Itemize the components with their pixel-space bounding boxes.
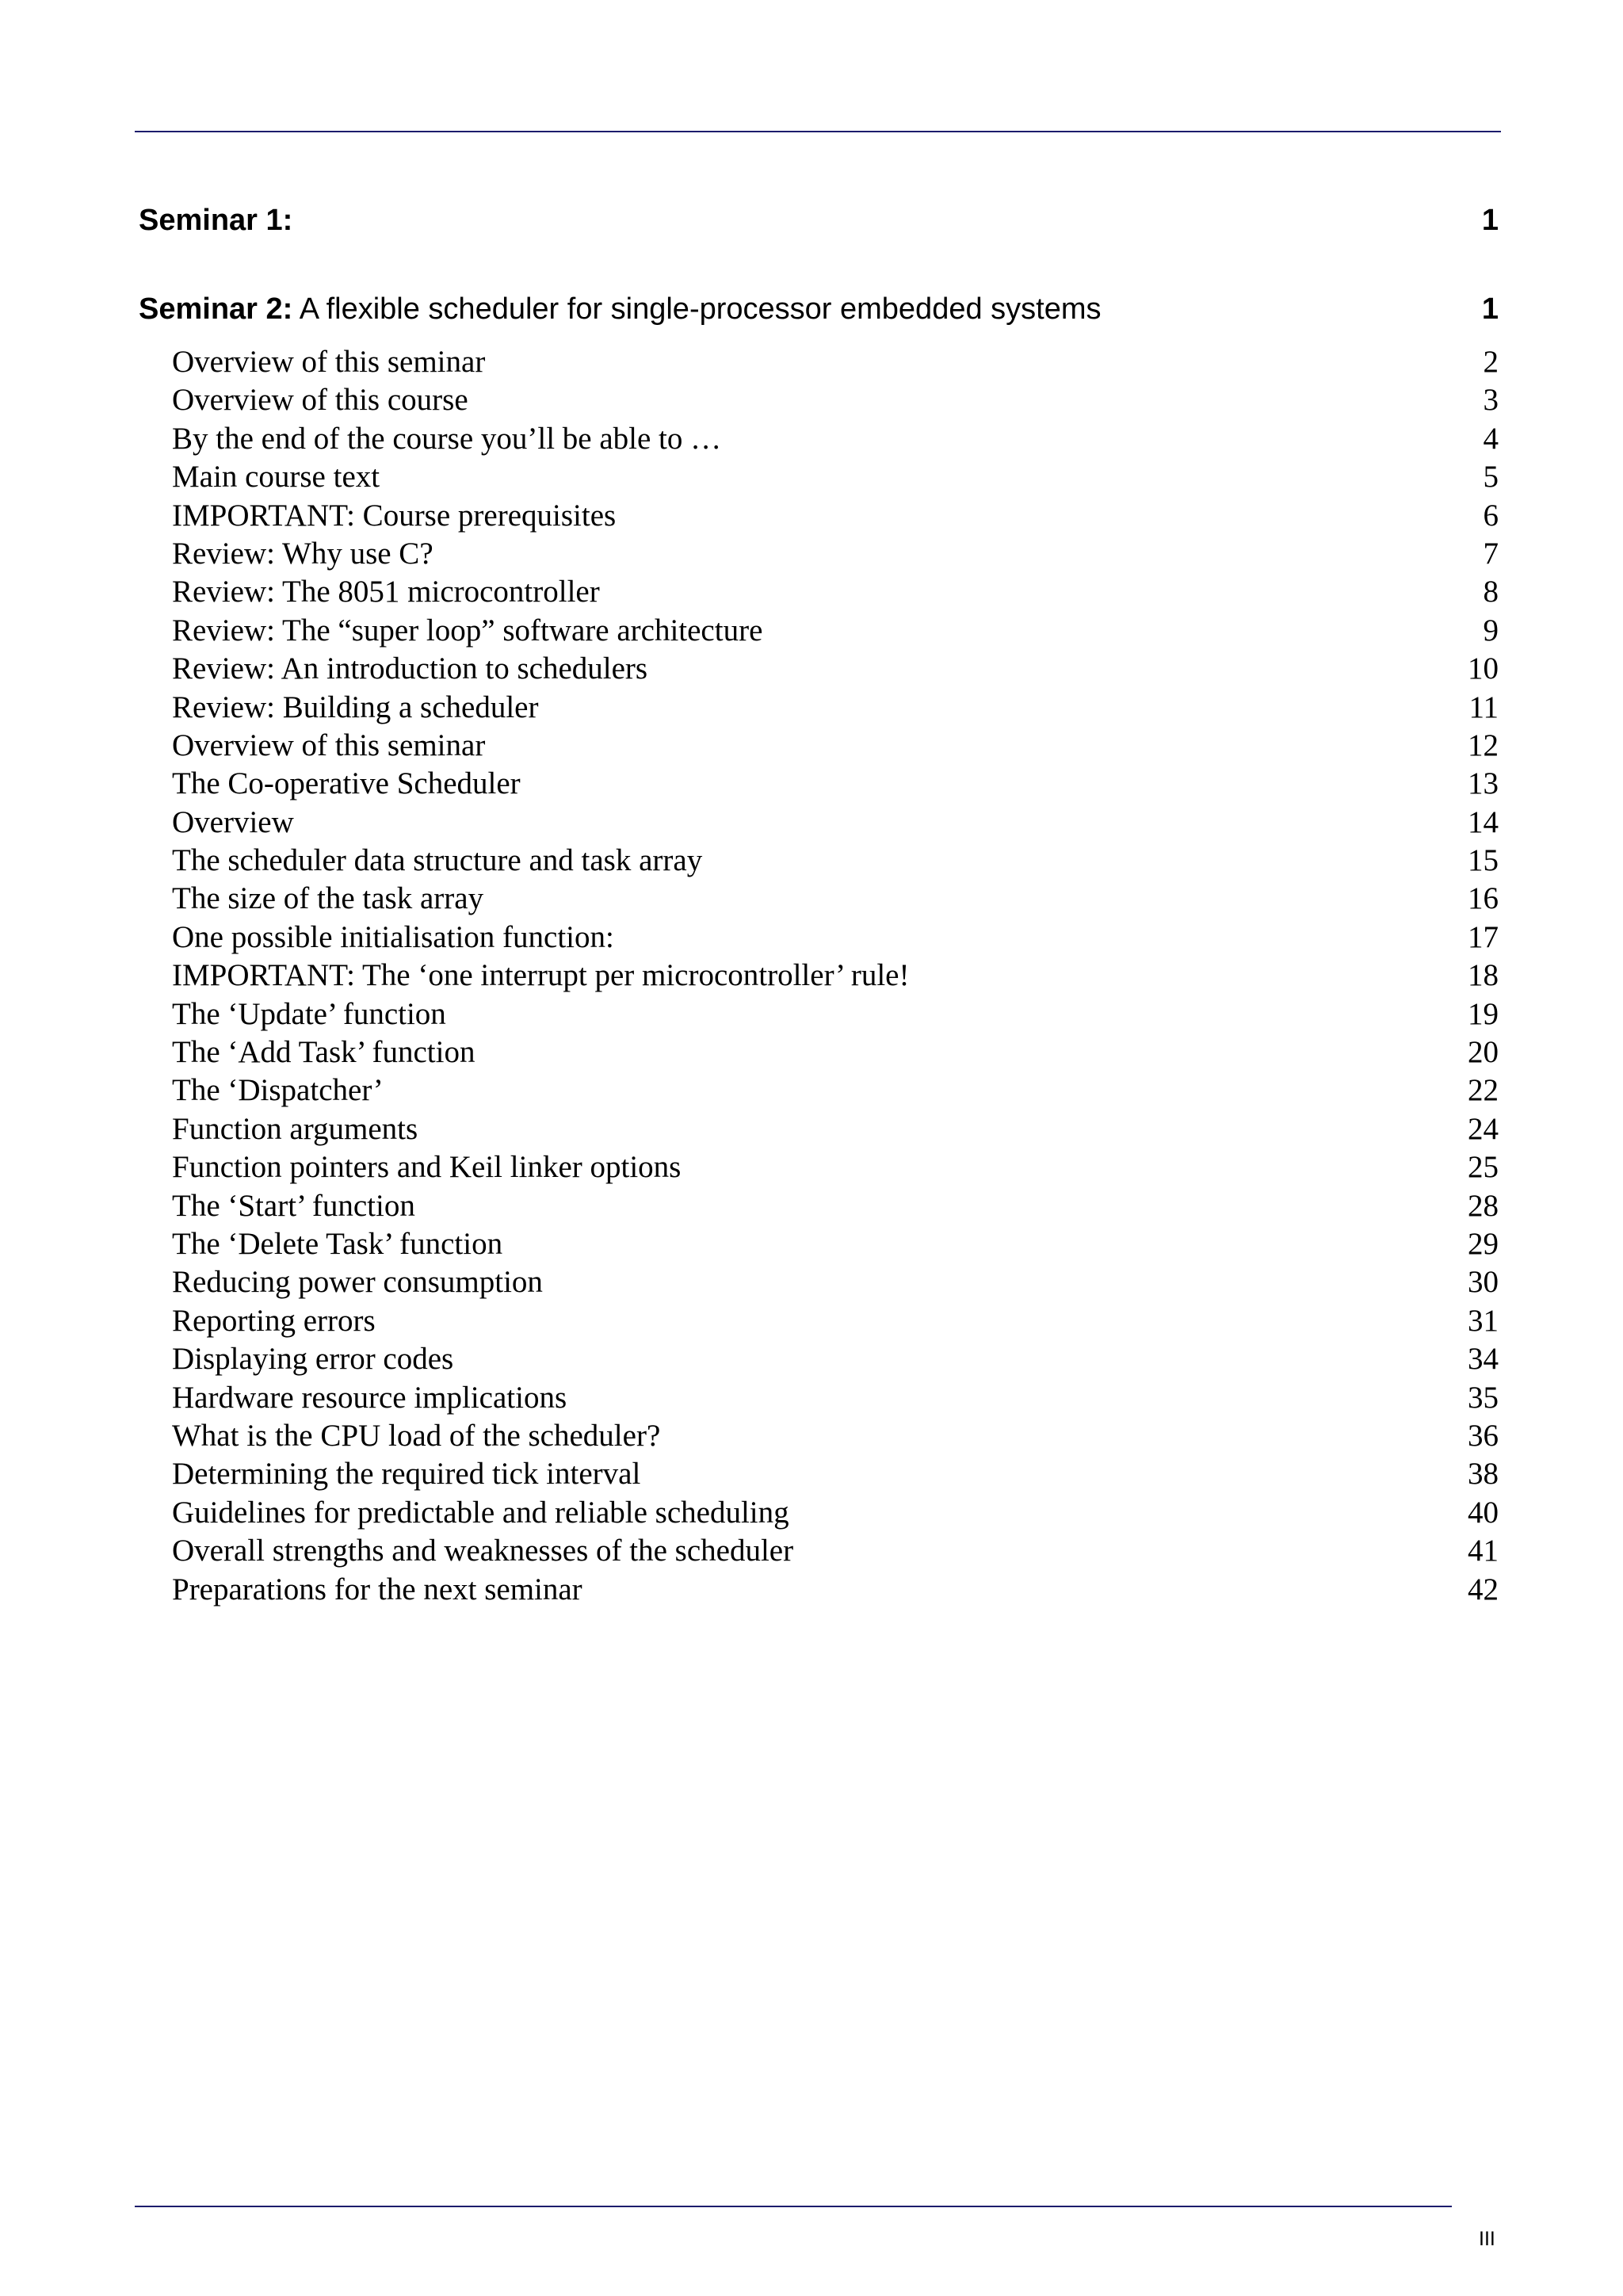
toc-entry-title: Review: Building a scheduler: [172, 690, 539, 724]
toc-entry-title: Overview of this seminar: [172, 345, 486, 379]
toc-entry-title: The ‘Dispatcher’: [172, 1073, 384, 1108]
toc-entry[interactable]: [172, 535, 1499, 573]
toc-entry-title: The ‘Update’ function: [172, 996, 446, 1031]
toc-entry[interactable]: [172, 1072, 1499, 1110]
toc-entry-page: 35: [1468, 1380, 1499, 1415]
toc-entry-page: 29: [1468, 1226, 1499, 1261]
toc-entry[interactable]: [172, 1263, 1499, 1301]
toc-entry[interactable]: [172, 919, 1499, 957]
toc-entry[interactable]: [172, 842, 1499, 880]
toc-entry[interactable]: [172, 1455, 1499, 1493]
toc-entry[interactable]: [172, 1110, 1499, 1148]
toc-entry-page: 38: [1468, 1457, 1499, 1492]
toc-entry-title: Main course text: [172, 460, 380, 495]
toc-entry-page: 24: [1468, 1111, 1499, 1146]
toc-entry-title: The Co-operative Scheduler: [172, 766, 521, 801]
toc-entry-title: One possible initialisation function:: [172, 919, 614, 954]
toc-entry-page: 4: [1483, 421, 1499, 456]
seminar-2-label: Seminar 2:: [139, 292, 293, 326]
toc-entry-title: The ‘Add Task’ function: [172, 1035, 475, 1070]
toc-entry-title: Overview of this seminar: [172, 728, 486, 762]
toc-entry-title: Function pointers and Keil linker options: [172, 1150, 682, 1185]
toc-entry-title: The size of the task array: [172, 881, 484, 916]
toc-entry-page: 3: [1483, 383, 1499, 418]
toc-entry[interactable]: [172, 458, 1499, 496]
toc-entry[interactable]: [172, 1302, 1499, 1340]
toc-entry-title: Displaying error codes: [172, 1342, 454, 1377]
toc-entry[interactable]: [172, 804, 1499, 842]
toc-entry-title: What is the CPU load of the scheduler?: [172, 1418, 661, 1453]
toc-entry[interactable]: [172, 1148, 1499, 1186]
toc-entry-title: IMPORTANT: Course prerequisites: [172, 498, 617, 533]
toc-entry-title: Overview of this course: [172, 383, 468, 418]
toc-entry-page: 25: [1468, 1150, 1499, 1185]
toc-entry[interactable]: [172, 1571, 1499, 1609]
toc-entry-title: By the end of the course you’ll be able to …: [172, 421, 722, 456]
toc-entry-page: 7: [1483, 536, 1499, 571]
toc-seminar-1: [139, 201, 1499, 239]
toc-entry-title: Guidelines for predictable and reliable scheduling: [172, 1495, 789, 1530]
toc-entry-page: 19: [1468, 996, 1499, 1031]
toc-entry[interactable]: [172, 1225, 1499, 1263]
toc-entry-page: 42: [1468, 1572, 1499, 1606]
toc-entry[interactable]: [172, 995, 1499, 1033]
toc-entry-page: 31: [1468, 1303, 1499, 1338]
toc-entry-list: [172, 343, 1499, 1609]
toc-entry-page: 17: [1468, 919, 1499, 954]
toc-entry-title: Review: Why use C?: [172, 536, 433, 571]
toc-entry[interactable]: [172, 765, 1499, 803]
toc-entry[interactable]: [172, 1417, 1499, 1455]
toc-entry[interactable]: [172, 1532, 1499, 1570]
toc-entry-page: 8: [1483, 575, 1499, 609]
toc-entry-title: The ‘Delete Task’ function: [172, 1226, 503, 1261]
toc-entry-title: Review: The “super loop” software architecture: [172, 613, 763, 648]
toc-entry[interactable]: [172, 497, 1499, 535]
footer-rule: [135, 2206, 1452, 2207]
toc-entry[interactable]: [172, 650, 1499, 688]
toc-entry[interactable]: [172, 612, 1499, 650]
toc-entry-page: 5: [1483, 460, 1499, 495]
toc-entry[interactable]: [172, 381, 1499, 419]
toc-entry-title: Review: The 8051 microcontroller: [172, 575, 600, 609]
toc-entry-page: 16: [1468, 881, 1499, 916]
toc-entry-title: The scheduler data structure and task array: [172, 843, 703, 878]
toc-entry-page: 2: [1483, 345, 1499, 379]
toc-entry-page: 41: [1468, 1534, 1499, 1568]
toc-entry-title: The ‘Start’ function: [172, 1188, 415, 1223]
toc-entry-page: 34: [1468, 1342, 1499, 1377]
toc-entry[interactable]: [172, 343, 1499, 381]
toc-entry-page: 36: [1468, 1418, 1499, 1453]
toc-entry-page: 12: [1468, 728, 1499, 762]
toc-entry-title: Reporting errors: [172, 1303, 376, 1338]
toc-entry[interactable]: [172, 1340, 1499, 1378]
toc-entry-page: 10: [1468, 651, 1499, 686]
toc-entry[interactable]: [172, 573, 1499, 611]
toc-entry-title: Preparations for the next seminar: [172, 1572, 582, 1606]
toc-entry[interactable]: [172, 1033, 1499, 1072]
toc-entry-title: IMPORTANT: The ‘one interrupt per microcontroller’ rule!: [172, 958, 910, 993]
toc-entry-page: 13: [1468, 766, 1499, 801]
toc-entry-page: 14: [1468, 804, 1499, 839]
toc-entry[interactable]: [172, 420, 1499, 458]
toc-entry-page: 40: [1468, 1495, 1499, 1530]
toc-entry-page: 9: [1483, 613, 1499, 648]
toc-entry[interactable]: [172, 727, 1499, 765]
seminar-1-page: 1: [1481, 204, 1499, 237]
toc-entry-title: Function arguments: [172, 1111, 418, 1146]
toc-entry-title: Overview: [172, 804, 294, 839]
seminar-2-title: A flexible scheduler for single-processor embedded systems: [299, 292, 1102, 326]
toc-entry-page: 28: [1468, 1188, 1499, 1223]
toc-seminar-2: [139, 290, 1499, 328]
seminar-1-label: Seminar 1:: [139, 204, 293, 237]
toc-entry[interactable]: [172, 957, 1499, 995]
toc-entry[interactable]: [172, 880, 1499, 918]
toc-entry-page: 30: [1468, 1265, 1499, 1300]
toc-entry-page: 20: [1468, 1035, 1499, 1070]
toc-entry[interactable]: [172, 689, 1499, 727]
toc-entry-page: 18: [1468, 958, 1499, 993]
seminar-2-page: 1: [1481, 292, 1499, 326]
toc-entry-title: Reducing power consumption: [172, 1265, 543, 1300]
toc-entry-page: 11: [1468, 690, 1499, 724]
toc-entry[interactable]: [172, 1187, 1499, 1225]
toc-entry-title: Hardware resource implications: [172, 1380, 567, 1415]
toc-entry-page: 15: [1468, 843, 1499, 878]
toc-entry-page: 22: [1468, 1073, 1499, 1108]
header-rule: [135, 131, 1501, 132]
toc-entry-title: Overall strengths and weaknesses of the scheduler: [172, 1534, 794, 1568]
toc-entry-title: Determining the required tick interval: [172, 1457, 641, 1492]
toc-entry-title: Review: An introduction to schedulers: [172, 651, 648, 686]
toc-entry[interactable]: [172, 1379, 1499, 1417]
toc-entry[interactable]: [172, 1494, 1499, 1532]
toc-entry-page: 6: [1483, 498, 1499, 533]
page-number: III: [1479, 2228, 1495, 2250]
